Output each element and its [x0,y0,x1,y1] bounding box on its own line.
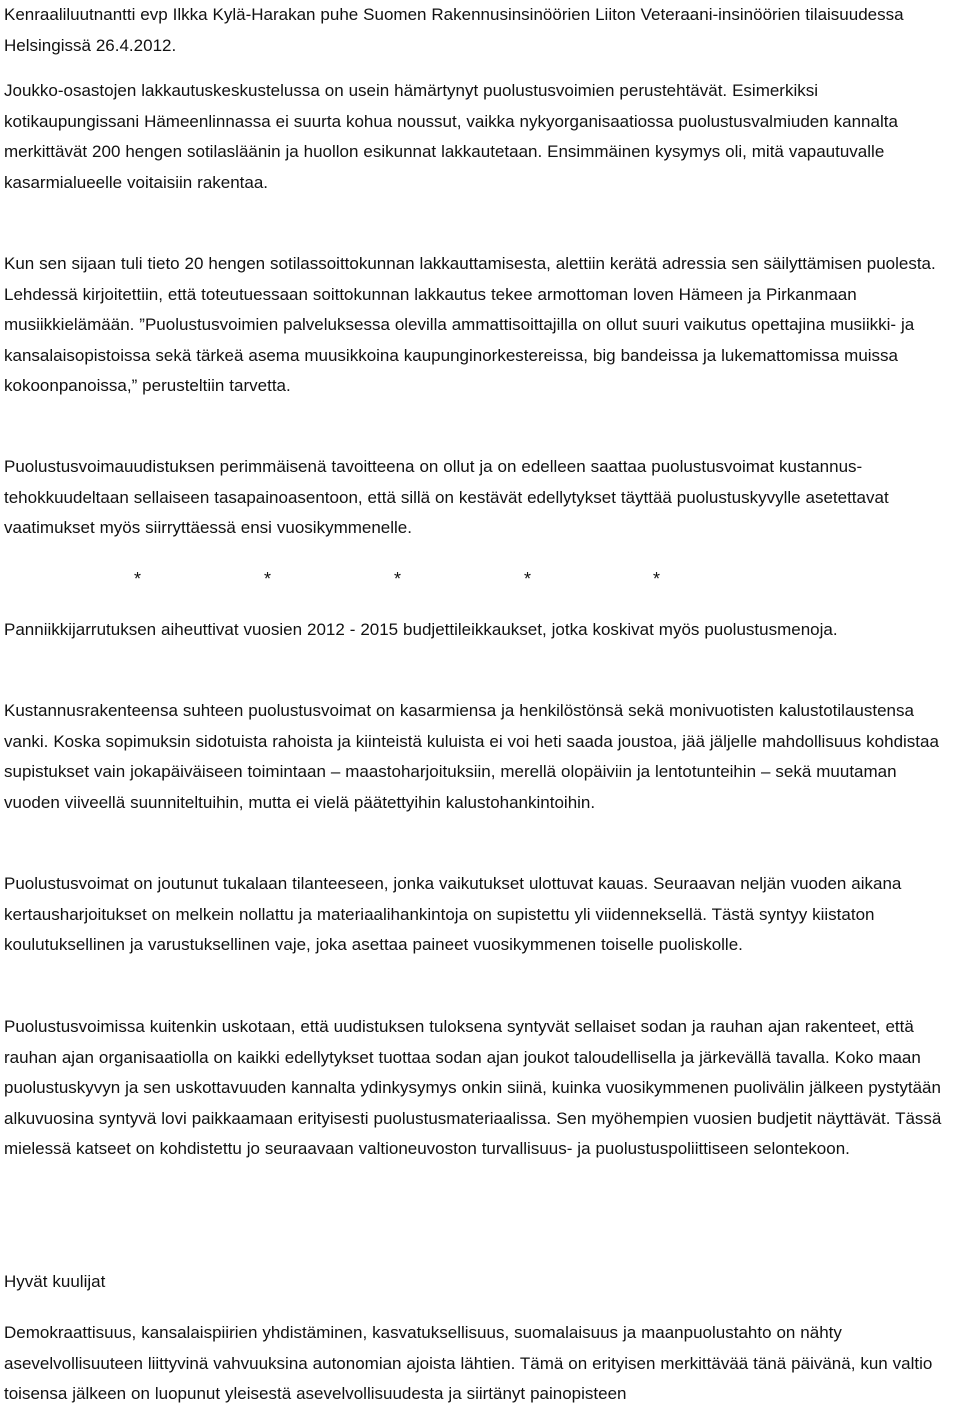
separator-asterisk: * [524,569,532,589]
closing-paragraph: Demokraattisuus, kansalaispiirien yhdistäminen, kasvatuksellisuus, suomalaisuus ja maanpuolustahto on nähty asevelvollisuuteen liittyvinä vahvuuksina autonomian ajoista lähtien. Tämä on erityisen merkittävää tänä päivänä, kun valtio toisensa jälkeen on luopunut yleisestä asevelvollisuudesta ja siirtänyt painopisteen [4,1323,933,1404]
separator-asterisk: * [394,569,402,589]
paragraph-1: Joukko-osastojen lakkautuskeskustelussa on usein hämärtynyt puolustusvoimien perustehtävät. Esimerkiksi kotikaupungissani Hämeenlinnassa ei suurta kohua noussut, vaikka nykyorganisaatiossa puolustusvalmiuden kannalta merkittävät 200 hengen sotilasläänin ja huollon esikunnat lakkautetaan. Ensimmäinen kysymys oli, mitä vapautuvalle kasarmialueelle voitaisiin rakentaa. [4,81,898,192]
separator-asterisk: * [134,569,142,589]
paragraph-4: Panniikkijarrutuksen aiheuttivat vuosien 2012 - 2015 budjettileikkaukset, jotka koskivat myös puolustusmenoja. [4,620,838,639]
separator-asterisk: * [264,569,272,589]
paragraph-3: Puolustusvoimauudistuksen perimmäisenä tavoitteena on ollut ja on edelleen saattaa puolustusvoimat kustannus-tehokkuudeltaan sellaiseen tasapainoasentoon, että sillä on kestävät edellytykset täyttää puolustuskyvylle asetettavat vaatimukset myös siirryttäessä ensi vuosikymmenelle. [4,457,889,538]
paragraph-5: Kustannusrakenteensa suhteen puolustusvoimat on kasarmiensa ja henkilöstönsä sekä monivuotisten kalustotilaustensa vanki. Koska sopimuksin sidotuista rahoista ja kiinteistä kuluista ei voi heti saada joustoa, jää jäljelle mahdollisuus kohdistaa supistukset vain jokapäiväiseen toimintaan – maastoharjoituksiin, merellä olopäiviin ja lentotunteihin – sekä muutaman vuoden viiveellä suunniteltuihin, mutta ei vielä päätettyihin kalustohankintoihin. [4,701,939,812]
paragraph-6: Puolustusvoimat on joutunut tukalaan tilanteeseen, jonka vaikutukset ulottuvat kauas. Seuraavan neljän vuoden aikana kertausharjoitukset on melkein nollattu ja materiaalihankintoja on supistettu yli viidenneksellä. Tästä syntyy kiistaton koulutuksellinen ja varustuksellinen vaje, joka asettaa paineet vuosikymmenen toiselle puoliskolle. [4,874,902,955]
separator-asterisk: * [653,569,661,589]
paragraph-2: Kun sen sijaan tuli tieto 20 hengen sotilassoittokunnan lakkauttamisesta, alettiin kerätä adressia sen säilyttämisen puolesta. Lehdessä kirjoitettiin, että toteutuessaan soittokunnan lakkautus tekee armottoman loven Hämeen ja Pirkanmaan musiikkielämään. ”Puolustusvoimien palveluksessa olevilla ammattisoittajilla on ollut suuri vaikutus opettajina musiikki- ja kansalaisopistoissa sekä tärkeä asema muusikkoina kaupunginorkestereissa, big bandeissa ja lukemattomissa muissa kokoonpanoissa,” perusteltiin tarvetta. [4,254,936,396]
section-separator [4,564,956,595]
salutation: Hyvät kuulijat [4,1272,106,1291]
document-header: Kenraaliluutnantti evp Ilkka Kylä-Harakan puhe Suomen Rakennusinsinöörien Liiton Veteraani-insinöörien tilaisuudessa Helsingissä 26.4.2012. [4,5,904,55]
paragraph-7: Puolustusvoimissa kuitenkin uskotaan, että uudistuksen tuloksena syntyvät sellaiset sodan ja rauhan ajan rakenteet, että rauhan ajan organisaatiolla on kaikki edellytykset tuottaa sodan ajan joukot taloudellisella ja järkevällä tavalla. Koko maan puolustuskyvyn ja sen uskottavuuden kannalta ydinkysymys onkin siinä, kuinka vuosikymmenen puolivälin jälkeen pystytään alkuvuosina syntyvä lovi paikkaamaan erityisesti puolustusmateriaalissa. Sen myöhempien vuosien budjetit näyttävät. Tässä mielessä katseet on kohdistettu jo seuraavaan valtioneuvoston turvallisuus- ja puolustuspoliittiseen selontekoon. [4,1017,942,1159]
